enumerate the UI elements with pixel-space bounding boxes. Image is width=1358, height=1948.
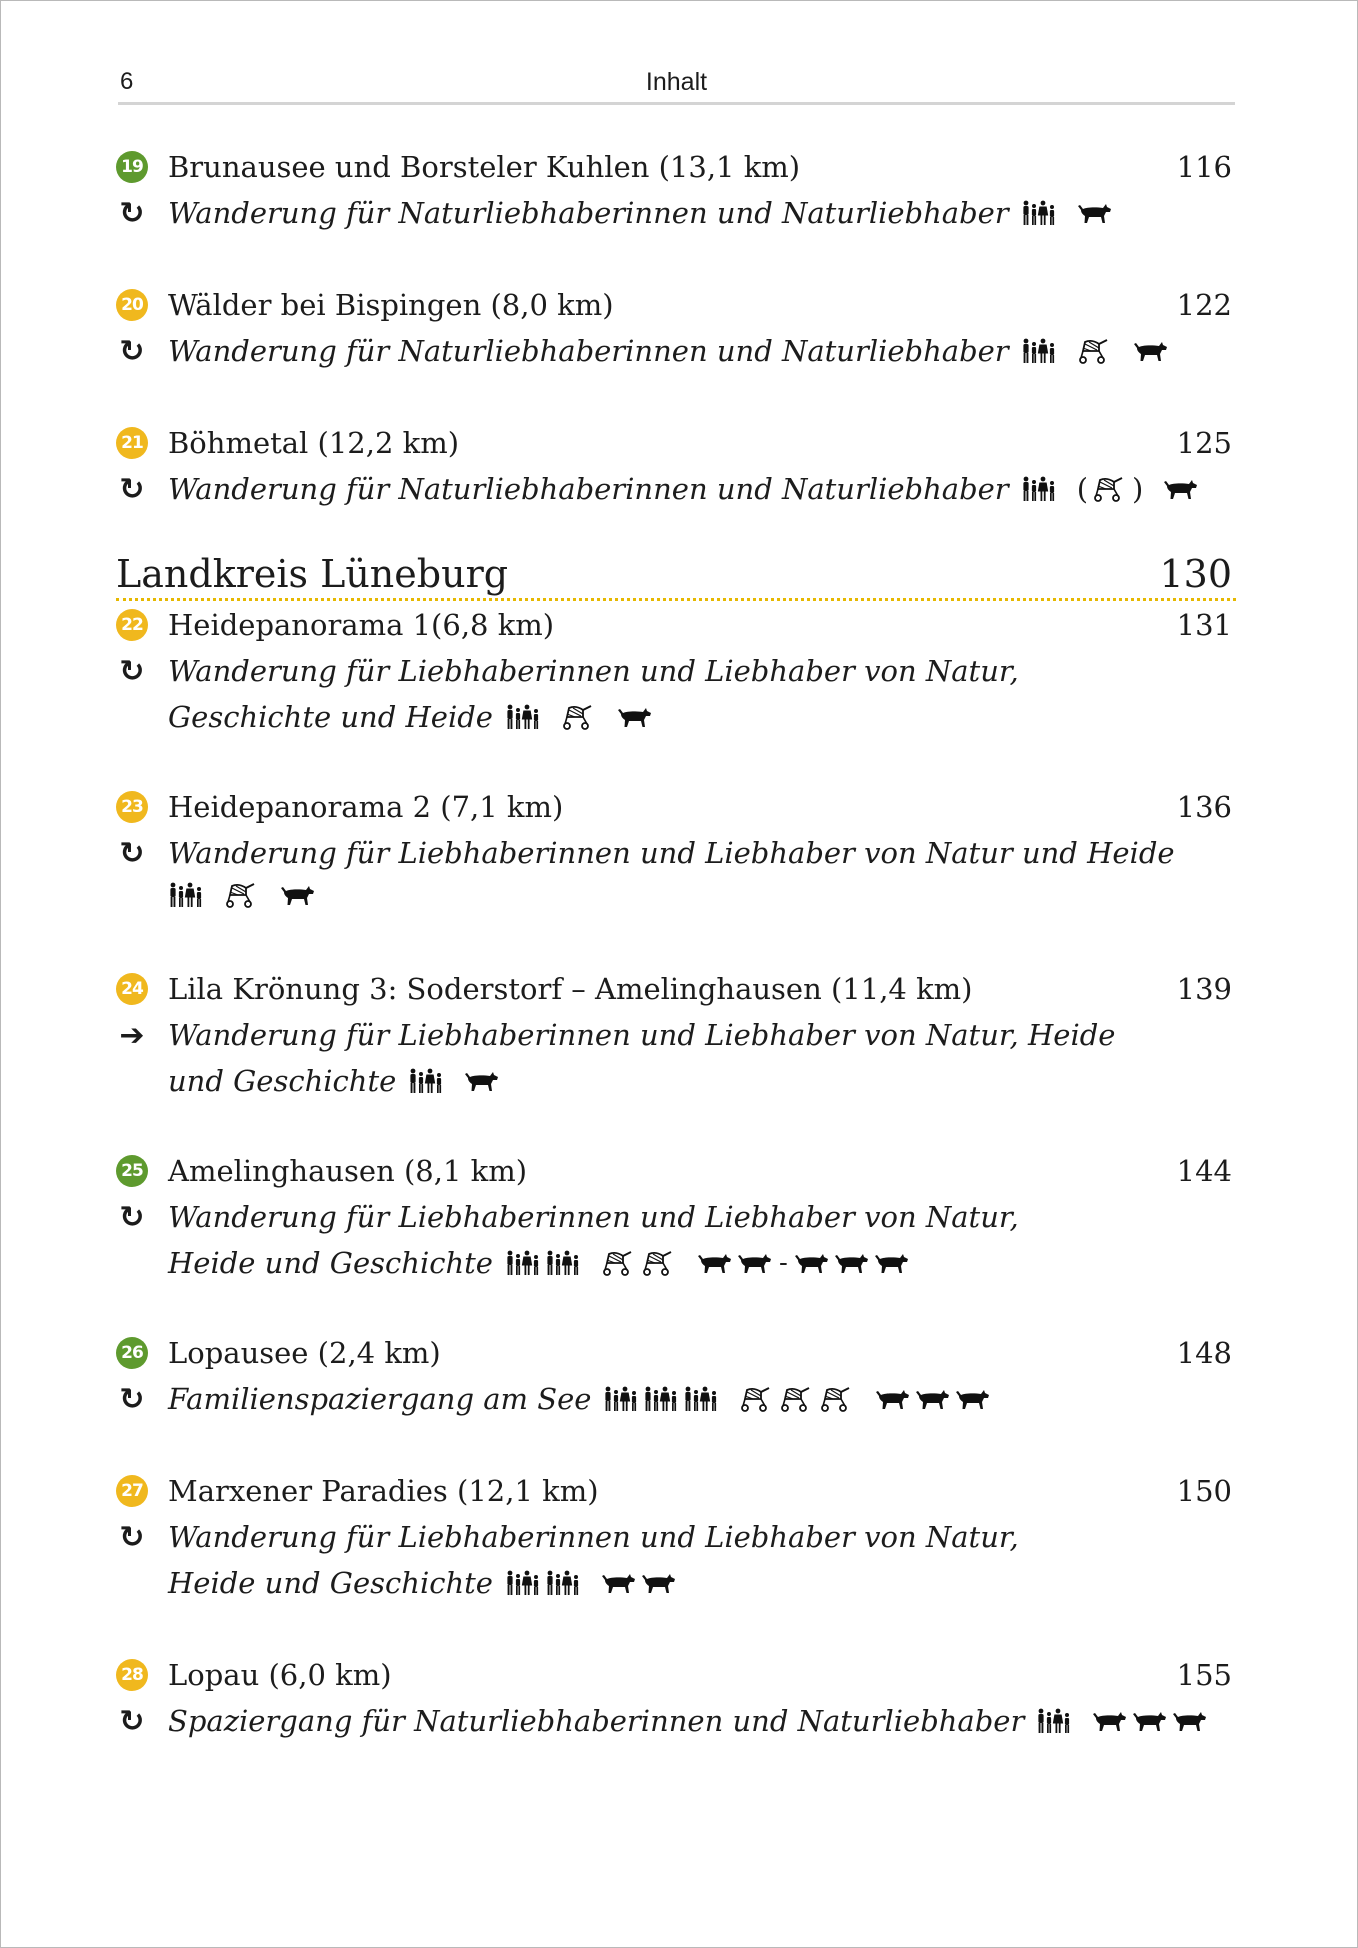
description-text: Geschichte und Heide <box>168 700 493 734</box>
family-icon <box>408 1068 444 1094</box>
entry-page: 155 <box>1176 1658 1232 1692</box>
entry-desc-line <box>116 830 1236 876</box>
toc-entry-28[interactable] <box>116 1652 1236 1744</box>
entry-icons-row <box>168 882 316 908</box>
toc-entry-22[interactable] <box>116 602 1236 740</box>
route-number-badge: 24 <box>116 973 148 1005</box>
route-number-badge: 19 <box>116 151 148 183</box>
entry-title-line <box>116 144 1236 190</box>
header-rule <box>118 102 1235 105</box>
entry-description <box>168 836 1175 870</box>
entry-desc-line <box>116 1194 1236 1240</box>
entry-title-line <box>116 966 1236 1012</box>
family-icon <box>1021 338 1057 364</box>
route-number-badge: 23 <box>116 791 148 823</box>
entry-desc-line-2 <box>116 1058 1236 1104</box>
dog-icon <box>1133 338 1169 364</box>
description-text: Heide und Geschichte <box>168 1566 493 1600</box>
loop-icon: ↻ <box>119 1520 145 1555</box>
paren-close: ) <box>1132 472 1144 506</box>
entry-title: Heidepanorama 2 (7,1 km) <box>168 790 564 824</box>
stroller-icon <box>779 1386 815 1412</box>
description-text: Wanderung für Naturliebhaberinnen und Naturliebhaber <box>168 472 1009 506</box>
stroller-icon <box>601 1250 637 1276</box>
route-number-badge: 25 <box>116 1155 148 1187</box>
page-header <box>118 68 1235 106</box>
route-number-badge: 26 <box>116 1337 148 1369</box>
dog-icon <box>280 882 316 908</box>
entry-desc-line <box>116 328 1236 374</box>
entry-title: Amelinghausen (8,1 km) <box>168 1154 528 1188</box>
entry-desc-line-2 <box>116 1240 1236 1286</box>
family-icon <box>603 1386 639 1412</box>
entry-title-line <box>116 282 1236 328</box>
entry-title: Lila Krönung 3: Soderstorf – Amelinghausen (11,4 km) <box>168 972 973 1006</box>
dog-icon <box>875 1386 911 1412</box>
description-text: Familienspaziergang am See <box>168 1382 592 1416</box>
dog-icon <box>1132 1708 1168 1734</box>
dog-icon <box>641 1570 677 1596</box>
toc-entry-19[interactable] <box>116 144 1236 236</box>
toc-entry-23[interactable] <box>116 784 1236 922</box>
entry-desc-line <box>116 1012 1236 1058</box>
stroller-icon <box>739 1386 775 1412</box>
toc-entry-27[interactable] <box>116 1468 1236 1606</box>
entry-page: 139 <box>1176 972 1232 1006</box>
entry-description <box>168 1200 1019 1234</box>
entry-description-continued <box>168 1064 500 1098</box>
dog-icon <box>834 1250 870 1276</box>
entry-description <box>168 196 1113 230</box>
entry-title-line <box>116 1468 1236 1514</box>
toc-entry-21[interactable] <box>116 420 1236 512</box>
entry-description <box>168 1520 1019 1554</box>
toc-entry-24[interactable] <box>116 966 1236 1104</box>
description-text: Wanderung für Liebhaberinnen und Liebhaber von Natur, Heide <box>168 1018 1116 1052</box>
section-dotted-rule <box>116 598 1236 601</box>
entry-title-line <box>116 784 1236 830</box>
entry-description-continued <box>168 1566 677 1600</box>
entry-description <box>168 472 1199 506</box>
description-text: und Geschichte <box>168 1064 397 1098</box>
family-icon <box>545 1250 581 1276</box>
dog-icon <box>737 1250 773 1276</box>
dog-icon <box>874 1250 910 1276</box>
entry-title-line <box>116 420 1236 466</box>
family-icon <box>505 704 541 730</box>
entry-title-line <box>116 1148 1236 1194</box>
entry-title-line <box>116 602 1236 648</box>
entry-desc-line <box>116 190 1236 236</box>
dog-icon <box>1092 1708 1128 1734</box>
dog-icon <box>1077 200 1113 226</box>
family-icon <box>545 1570 581 1596</box>
entry-description <box>168 334 1169 368</box>
entry-page: 125 <box>1176 426 1232 460</box>
dog-icon <box>617 704 653 730</box>
range-dash: - <box>778 1248 788 1278</box>
route-number-badge: 27 <box>116 1475 148 1507</box>
toc-entry-25[interactable] <box>116 1148 1236 1286</box>
entry-title: Heidepanorama 1(6,8 km) <box>168 608 555 642</box>
stroller-icon <box>1092 476 1128 502</box>
loop-icon: ↻ <box>119 1200 145 1235</box>
entry-page: 136 <box>1176 790 1232 824</box>
toc-entry-20[interactable] <box>116 282 1236 374</box>
entry-title-line <box>116 1330 1236 1376</box>
family-icon <box>1021 476 1057 502</box>
loop-icon: ↻ <box>119 654 145 689</box>
toc-entry-26[interactable] <box>116 1330 1236 1422</box>
dog-icon <box>955 1386 991 1412</box>
stroller-icon <box>641 1250 677 1276</box>
entry-desc-line <box>116 648 1236 694</box>
family-icon <box>505 1570 541 1596</box>
description-text: Spaziergang für Naturliebhaberinnen und Naturliebhaber <box>168 1704 1025 1738</box>
family-icon <box>168 882 204 908</box>
family-icon <box>1036 1708 1072 1734</box>
loop-icon: ↻ <box>119 1382 145 1417</box>
entry-title-line <box>116 1652 1236 1698</box>
dog-icon <box>794 1250 830 1276</box>
entry-title: Lopau (6,0 km) <box>168 1658 392 1692</box>
stroller-icon <box>1077 338 1113 364</box>
family-icon <box>683 1386 719 1412</box>
dog-icon <box>464 1068 500 1094</box>
stroller-icon <box>224 882 260 908</box>
description-text: Wanderung für Naturliebhaberinnen und Naturliebhaber <box>168 196 1009 230</box>
family-icon <box>505 1250 541 1276</box>
entry-desc-line <box>116 1514 1236 1560</box>
family-icon <box>643 1386 679 1412</box>
route-number-badge: 22 <box>116 609 148 641</box>
description-text: Wanderung für Liebhaberinnen und Liebhaber von Natur, <box>168 654 1019 688</box>
entry-desc-line <box>116 466 1236 512</box>
stroller-icon <box>819 1386 855 1412</box>
arrow-right-icon: ➔ <box>119 1018 145 1053</box>
dog-icon <box>1163 476 1199 502</box>
loop-icon: ↻ <box>119 334 145 369</box>
entry-title: Marxener Paradies (12,1 km) <box>168 1474 599 1508</box>
entry-desc-line <box>116 1698 1236 1744</box>
section-heading[interactable] <box>116 552 1236 600</box>
entry-description <box>168 1382 991 1416</box>
family-icon <box>1021 200 1057 226</box>
entry-description <box>168 654 1019 688</box>
loop-icon: ↻ <box>119 1704 145 1739</box>
section-page: 130 <box>1159 552 1232 596</box>
entry-title: Lopausee (2,4 km) <box>168 1336 441 1370</box>
entry-desc-line <box>116 1376 1236 1422</box>
dog-icon <box>915 1386 951 1412</box>
entry-page: 144 <box>1176 1154 1232 1188</box>
loop-icon: ↻ <box>119 472 145 507</box>
stroller-icon <box>561 704 597 730</box>
entry-description-continued <box>168 1246 910 1280</box>
description-text: Wanderung für Naturliebhaberinnen und Naturliebhaber <box>168 334 1009 368</box>
paren-open: ( <box>1076 472 1089 506</box>
entry-desc-line-2 <box>116 694 1236 740</box>
loop-icon: ↻ <box>119 836 145 871</box>
description-text: Wanderung für Liebhaberinnen und Liebhaber von Natur und Heide <box>168 836 1175 870</box>
dog-icon <box>1172 1708 1208 1734</box>
entry-page: 116 <box>1176 150 1232 184</box>
route-number-badge: 28 <box>116 1659 148 1691</box>
entry-desc-line-2 <box>116 1560 1236 1606</box>
header-title: Inhalt <box>645 68 708 96</box>
entry-description-continued <box>168 700 653 734</box>
description-text: Heide und Geschichte <box>168 1246 493 1280</box>
entry-page: 122 <box>1176 288 1232 322</box>
entry-desc-line-2 <box>116 876 1236 922</box>
dog-icon <box>697 1250 733 1276</box>
entry-page: 131 <box>1176 608 1232 642</box>
entry-page: 148 <box>1176 1336 1232 1370</box>
entry-title: Brunausee und Borsteler Kuhlen (13,1 km) <box>168 150 801 184</box>
route-number-badge: 21 <box>116 427 148 459</box>
description-text: Wanderung für Liebhaberinnen und Liebhaber von Natur, <box>168 1200 1019 1234</box>
loop-icon: ↻ <box>119 196 145 231</box>
section-title: Landkreis Lüneburg <box>116 552 509 596</box>
description-text: Wanderung für Liebhaberinnen und Liebhaber von Natur, <box>168 1520 1019 1554</box>
entry-page: 150 <box>1176 1474 1232 1508</box>
entry-title: Wälder bei Bispingen (8,0 km) <box>168 288 614 322</box>
route-number-badge: 20 <box>116 289 148 321</box>
entry-title: Böhmetal (12,2 km) <box>168 426 460 460</box>
entry-description <box>168 1018 1115 1052</box>
dog-icon <box>601 1570 637 1596</box>
page-number: 6 <box>120 68 134 95</box>
entry-description <box>168 1704 1208 1738</box>
